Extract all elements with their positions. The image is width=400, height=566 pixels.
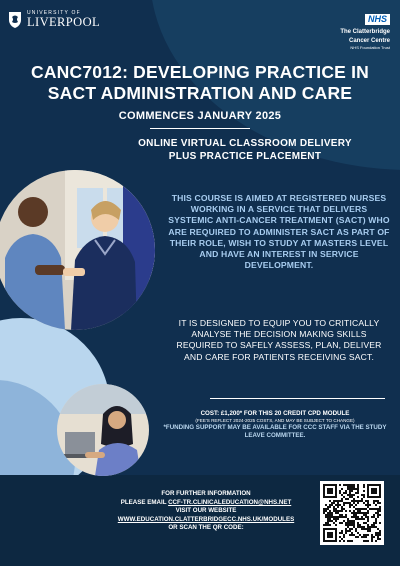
delivery-line2: PLUS PRACTICE PLACEMENT <box>168 151 322 162</box>
student-photo <box>57 384 149 476</box>
email-link[interactable]: CCF-TR.CLINICALEDUCATION@NHS.NET <box>168 498 292 506</box>
nhs-logo: NHS <box>365 14 390 25</box>
org-name-line1: The Clatterbridge <box>340 29 390 35</box>
course-title-line2: SACT ADMINISTRATION AND CARE <box>47 83 353 103</box>
divider <box>150 128 250 129</box>
commences-date: COMMENCES JANUARY 2025 <box>118 110 282 122</box>
nhs-trust-logo <box>340 9 390 50</box>
university-logo <box>8 11 100 29</box>
qr-code-icon <box>323 484 381 542</box>
website-link[interactable]: WWW.EDUCATION.CLATTERBRIDGECC.NHS.UK/MODULES <box>117 515 295 523</box>
course-title-line1: CANC7012: DEVELOPING PRACTICE IN <box>31 62 369 82</box>
course-aim-text: IT IS DESIGNED TO EQUIP YOU TO CRITICALLY ANALYSE THE DECISION MAKING SKILLS REQUIRED TO SAFELY ASSESS, PLAN, DELIVER AND CARE FOR PATIENTS RECEIVING SACT. <box>176 318 382 362</box>
course-audience-text: THIS COURSE IS AIMED AT REGISTERED NURSES WORKING IN A SERVICE THAT DELIVERS SYSTEMIC ANTI-CANCER TREATMENT (SACT) WHO ARE REQUIRED TO ADMINISTER SACT AS PART OF THEIR ROLE, WISH TO STUDY AT MASTERS LEVEL AND HAVE AN INTEREST IN SERVICE DEVELOPMENT. <box>168 193 390 271</box>
course-title <box>10 62 390 104</box>
funding-note: *FUNDING SUPPORT MAY BE AVAILABLE FOR CCC STAFF VIA THE STUDY LEAVE COMMITTEE. <box>163 424 387 439</box>
university-line: UNIVERSITY OF <box>27 10 81 17</box>
email-line <box>100 499 312 508</box>
cost-line: COST: £1,200* FOR THIS 20 CREDIT CPD MODULE <box>200 410 350 417</box>
contact-info <box>100 490 312 533</box>
qr-code[interactable] <box>320 481 384 545</box>
org-name-line2: Cancer Centre <box>348 38 390 44</box>
crest-icon <box>8 11 22 29</box>
contact-intro: FOR FURTHER INFORMATION <box>161 490 251 497</box>
delivery-mode <box>100 137 390 163</box>
org-trust-line: NHS Foundation Trust <box>350 45 390 50</box>
university-name: LIVERPOOL <box>27 15 101 30</box>
delivery-line1: ONLINE VIRTUAL CLASSROOM DELIVERY <box>138 138 352 149</box>
fee-note: (FEE'S REFLECT 2024-2025 COSTS, AND MAY BE SUBJECT TO CHANGE) <box>195 418 355 423</box>
email-prefix: PLEASE EMAIL <box>120 498 169 506</box>
cost-info <box>160 410 390 440</box>
qr-instruction: OR SCAN THE QR CODE: <box>168 524 244 531</box>
website-intro: VISIT OUR WEBSITE <box>175 507 237 514</box>
divider <box>210 398 385 399</box>
nurses-photo <box>0 170 155 330</box>
